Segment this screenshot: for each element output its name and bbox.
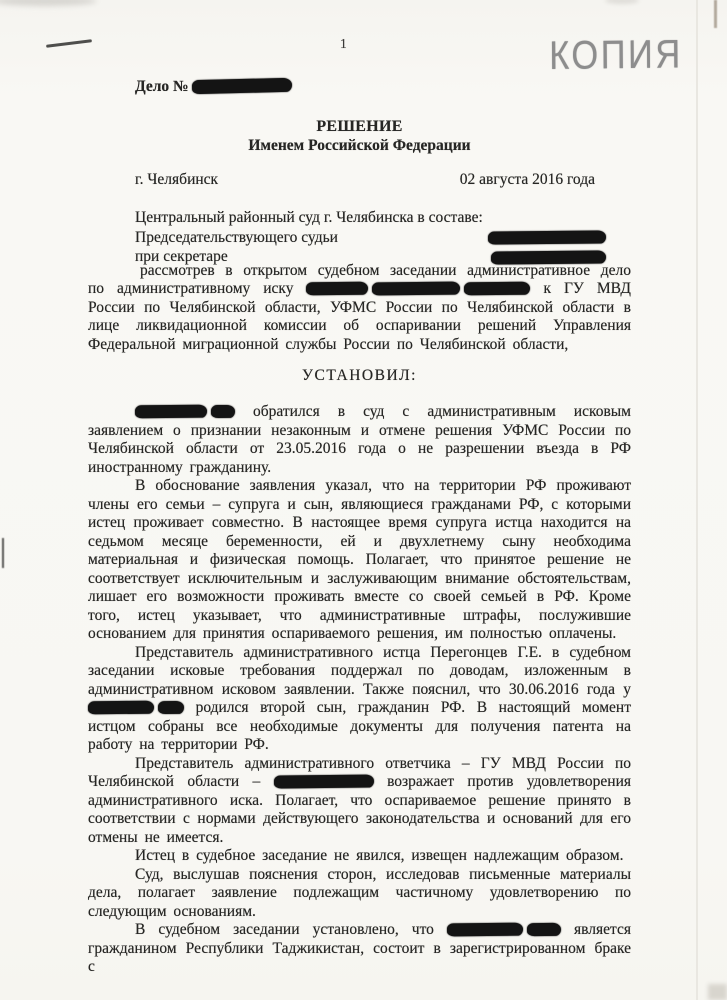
redaction-mark	[488, 230, 606, 244]
redaction-mark	[527, 923, 561, 936]
margin-artifact	[2, 538, 4, 568]
copy-stamp: КОПИЯ	[549, 32, 683, 78]
hearing-paragraph: рассмотрев в открытом судебном заседании административное дело по административному иску к ГУ МВД России по Челябинской области, УФМС России по Челябинской области в лице ликвидационной комиссии об оспаривании решений Управления Федеральной миграционной службы России по Челябинской области,	[88, 262, 631, 353]
redaction-mark	[447, 923, 523, 937]
body-paragraph: В судебном заседании установлено, что является гражданином Республики Таджикистан, состоит в зарегистрированном браке с	[88, 921, 631, 975]
scan-edge-mark	[714, 0, 717, 28]
body-paragraph: Суд, выслушав пояснения сторон, исследовав письменные материалы дела, полагает заявление подлежащим частичному удовлетворению по следующим основаниям.	[88, 865, 631, 920]
redaction-mark	[158, 701, 184, 714]
title-block	[88, 118, 631, 155]
court-composition	[88, 208, 631, 267]
body-paragraph: В обоснование заявления указал, что на территории РФ проживают члены его семьи – супруга и сын, являющиеся гражданами РФ, с которыми истец проживает совместно. В настоящее время супруга истца находится на седьмом месяце беременности, ей и двухлетнему сыну необходима материальная и физическая помощь. Полагает, что принятое решение не соответствует исключительным и заслуживающим внимание обстоятельствам, лишает его возможности проживать вместе со своей семьей в РФ. Кроме того, истец указывает, что административные штрафы, послужившие основанием для принятия оспариваемого решения, им полностью оплачены.	[88, 477, 631, 642]
redaction-mark	[135, 405, 207, 419]
page-edge-line	[696, 0, 698, 1000]
redaction-mark	[88, 701, 154, 715]
scan-corner-shadow	[708, 984, 727, 1000]
document-content	[88, 0, 631, 1000]
document-title: РЕШЕНИЕ	[316, 118, 403, 135]
judge-label: Председательствующего судьи	[135, 228, 338, 246]
judge-line	[88, 228, 631, 248]
court-name-line: Центральный районный суд г. Челябинска в составе:	[135, 209, 483, 226]
case-number-line	[88, 78, 678, 96]
redaction-mark	[211, 405, 235, 418]
redaction-mark	[306, 282, 368, 296]
redaction-mark	[464, 282, 530, 296]
page-number: 1	[340, 36, 347, 51]
body-paragraph: обратился в суд с административным исковым заявлением о признании незаконным и отмене решения УФМС России по Челябинской области от 23.05.2016 года о не разрешении въезда в РФ иностранному гражданину.	[88, 403, 631, 476]
secretary-label: при секретаре	[135, 248, 228, 266]
body-paragraph: Представитель административного истца Перегонцев Г.Е. в судебном заседании исковые требования поддержал по доводам, изложенным в административном исковом заявлении. Также пояснил, что 30.06.2016 года у родился второй сын, гражданин РФ. В настоящий момент истцом собраны все необходимые документы для получения патента на работу на территории РФ.	[88, 643, 631, 753]
case-label: Дело №	[135, 78, 189, 95]
decision-date: 02 августа 2016 года	[459, 171, 595, 188]
body-paragraph: Представитель административного ответчика – ГУ МВД России по Челябинской области – возражает против удовлетворения административного иска. Полагает, что оспариваемое решение принято в соответствии с нормами действующего законодательства и оснований для его отмены не имеется.	[88, 754, 631, 846]
city-date-line	[88, 171, 631, 189]
ustanovil-heading: УСТАНОВИЛ:	[302, 367, 417, 384]
redaction-mark	[191, 78, 291, 94]
body-paragraph: Истец в судебное заседание не явился, извещен надлежащим образом.	[135, 847, 624, 864]
document-subtitle: Именем Российской Федерации	[248, 137, 471, 154]
body-paragraphs	[88, 403, 631, 977]
pen-mark	[46, 39, 92, 48]
redaction-mark	[274, 774, 374, 788]
redaction-mark	[372, 282, 460, 296]
city-label: г. Челябинск	[135, 171, 219, 188]
scan-smudge-top-left	[0, 0, 97, 6]
